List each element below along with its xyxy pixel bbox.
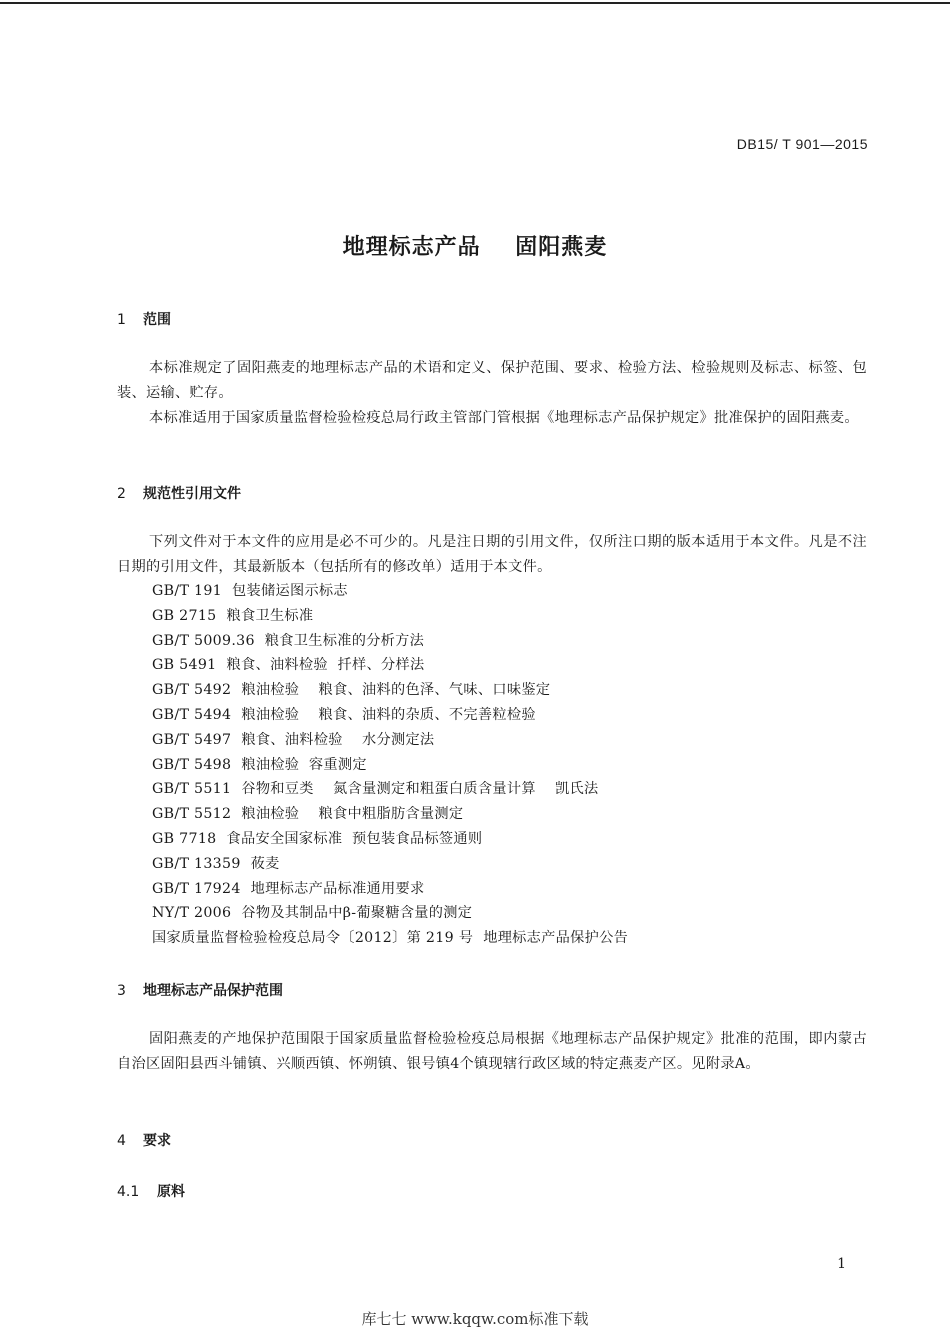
section-title: 地理标志产品保护范围 [143, 983, 283, 999]
reference-name: 粮食卫生标准的分析方法 [264, 632, 425, 649]
reference-item [152, 678, 628, 703]
reference-item [152, 703, 628, 728]
reference-code: GB/T 17924 [152, 880, 241, 897]
reference-name: 谷物及其制品中β-葡聚糖含量的测定 [241, 905, 473, 922]
reference-item [152, 604, 628, 629]
reference-name: 莜麦 [250, 855, 280, 872]
reference-code: GB/T 5498 [152, 756, 232, 773]
reference-code: GB 7718 [152, 830, 217, 847]
reference-item [152, 901, 628, 926]
reference-name: 粮油检验 粮食中粗脂肪含量测定 [241, 806, 464, 823]
section-number: 3 [117, 983, 126, 999]
section-4-heading [117, 1130, 171, 1150]
reference-item [152, 777, 628, 802]
reference-item [152, 753, 628, 778]
reference-list [152, 579, 628, 951]
section-title: 范围 [143, 312, 171, 328]
reference-name: 食品安全国家标准 预包装食品标签通则 [226, 830, 483, 847]
reference-code: GB/T 13359 [152, 855, 241, 872]
reference-name: 地理标志产品标准通用要求 [250, 880, 425, 897]
reference-name: 粮油检验 粮食、油料的杂质、不完善粒检验 [241, 706, 536, 723]
reference-code: NY/T 2006 [152, 905, 232, 922]
document-number: DB15/ T 901—2015 [736, 136, 868, 152]
reference-item [152, 827, 628, 852]
reference-name: 粮食、油料检验 扦样、分样法 [226, 657, 425, 674]
reference-code: GB/T 5511 [152, 781, 232, 798]
reference-name: 谷物和豆类 氮含量测定和粗蛋白质含量计算 凯氏法 [241, 781, 599, 798]
reference-code: GB 2715 [152, 607, 217, 624]
section-2-heading [117, 483, 241, 503]
section-1-heading [117, 309, 171, 329]
reference-name: 粮油检验 粮食、油料的色泽、气味、口味鉴定 [241, 682, 551, 699]
reference-item [152, 877, 628, 902]
reference-code: 国家质量监督检验检疫总局令〔2012〕第 219 号 [152, 930, 474, 947]
reference-name: 包装储运图示标志 [232, 583, 348, 599]
footer-watermark-text: 库七七 www.kqqw.com标准下载 [361, 1310, 589, 1328]
section-3-paragraph: 固阳燕麦的产地保护范围限于国家质量监督检验检疫总局根据《地理标志产品保护规定》批准的范围，即内蒙古自治区固阳县西斗铺镇、兴顺西镇、怀朔镇、银号镇4个镇现辖行政区域的特定燕麦产区。见附录A。 [117, 1031, 867, 1072]
reference-code: GB/T 5492 [152, 682, 232, 699]
section-4-1-heading [117, 1181, 185, 1201]
top-border-line [0, 2, 950, 4]
reference-item [152, 926, 628, 951]
section-2-intro: 下列文件对于本文件的应用是必不可少的。凡是注日期的引用文件，仅所注口期的版本适用于本文件。凡是不注日期的引用文件，其最新版本（包括所有的修改单）适用于本文件。 [117, 534, 867, 575]
section-number: 4 [117, 1133, 126, 1149]
page-title: 地理标志产品 固阳燕麦 [342, 235, 608, 260]
section-title: 原料 [157, 1184, 185, 1200]
reference-item [152, 802, 628, 827]
reference-name: 粮食卫生标准 [226, 607, 314, 624]
section-1-paragraph-2: 本标准适用于国家质量监督检验检疫总局行政主管部门管根据《地理标志产品保护规定》批准保护的固阳燕麦。 [149, 410, 859, 426]
section-1-paragraph-1: 本标准规定了固阳燕麦的地理标志产品的术语和定义、保护范围、要求、检验方法、检验规则及标志、标签、包装、运输、贮存。 [117, 360, 867, 401]
section-3-heading [117, 980, 283, 1000]
reference-name: 粮食、油料检验 水分测定法 [241, 731, 435, 748]
section-title: 要求 [143, 1133, 171, 1149]
reference-code: GB/T 5009.36 [152, 632, 255, 649]
reference-code: GB 5491 [152, 657, 217, 674]
reference-item [152, 852, 628, 877]
section-number: 1 [117, 312, 126, 328]
reference-code: GB/T 191 [152, 583, 222, 599]
reference-code: GB/T 5497 [152, 731, 232, 748]
section-number: 2 [117, 486, 126, 502]
reference-item [152, 579, 628, 604]
reference-code: GB/T 5494 [152, 706, 232, 723]
reference-name: 粮油检验 容重测定 [241, 756, 367, 773]
reference-item [152, 653, 628, 678]
reference-item [152, 728, 628, 753]
reference-code: GB/T 5512 [152, 806, 232, 823]
reference-name: 地理标志产品保护公告 [483, 930, 629, 947]
page-number: 1 [837, 1256, 846, 1272]
section-title: 规范性引用文件 [143, 486, 241, 502]
section-number: 4.1 [117, 1184, 140, 1200]
reference-item [152, 629, 628, 654]
